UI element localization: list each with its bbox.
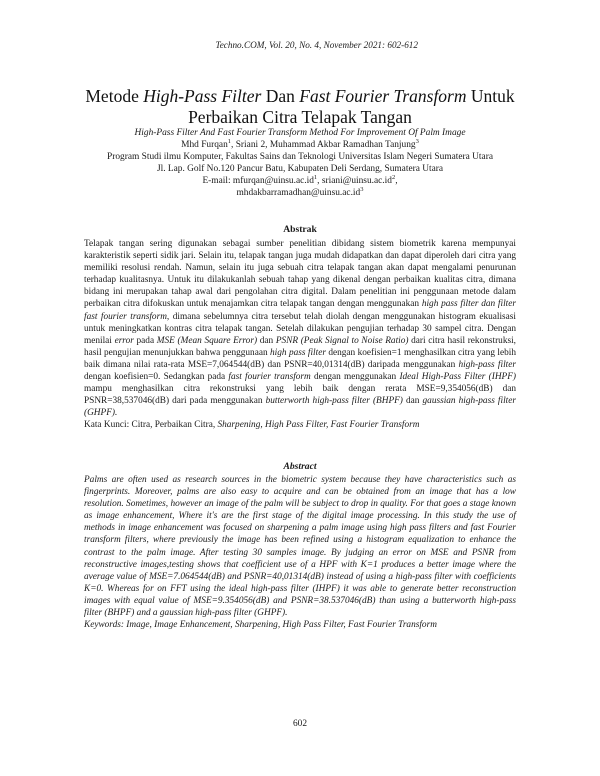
affiliation-line-1: Program Studi ilmu Komputer, Fakultas Sains dan Teknologi Universitas Islam Negeri Sumatera Utara [107,152,493,162]
english-subtitle: High-Pass Filter And Fast Fourier Transform Method For Improvement Of Palm Image [134,128,466,138]
kata-kunci: Kata Kunci: Citra, Perbaikan Citra, Sharpening, High Pass Filter, Fast Fourier Transform [84,420,420,431]
front-matter [60,127,540,199]
keywords: Keywords: Image, Image Enhancement, Sharpening, High Pass Filter, Fast Fourier Transform [84,620,437,631]
page-number: 602 [292,719,308,729]
email-line-1: E-mail: $mfurqan@uinsu.ac.id^1$, $sriani@uinsu.ac.id^2$, [202,173,398,186]
abstrak-body: Telapak tangan sering digunakan sebagai sumber penelitian dibidang sistem biometrik karena mempunyai karakteristik seperti sidik jari. Selain itu, telapak tangan juga mudah didapatkan dan dapat diperoleh dari citra yang memiliki resolusi rendah. Namun, selain itu juga sebuah citra telapak tangan akan dapat mengalami penurunan terhadap kualitasnya. Untuk itu dilakukanlah sebuah tahap yang dikenal dengan perbaikan kualitas citra, dimana bidang ini merupakan tahap awal dari pengolahan citra digital. Dalam penelitian ini penggunaan metode dalam perbaikan citra difokuskan untuk menajamkan citra telapak tangan dengan menggunakan high pass filter dan filter fast fourier transform, dimana sebelumnya citra tersebut telah diolah dengan menggunakan histogram ekualisasi untuk meningkatkan kontras citra telapak tangan. Setelah dilakukan pengujian terhadap 30 sampel citra. Dengan menilai error pada MSE (Mean Square Error) dan PSNR (Peak Signal to Noise Ratio) dari citra hasil rekonstruksi, hasil pengujian menunjukkan bahwa penggunaan high pass filter dengan koefisien=1 menghasilkan citra yang lebih baik dimana nilai rata-rata MSE=7,064544(dB) dan PSNR=40,01314(dB) daripada menggunakan high-pass filter dengan koefisien=0. Sedangkan pada fast fourier transform dengan menggunakan Ideal High-Pass Filter (IHPF) mampu menghasilkan citra rekonstruksi yang lebih baik dengan rerata MSE=9,354056(dB) dan PSNR=38,537046(dB) dari pada menggunakan butterworth high-pass filter (BHPF) dan gaussian high-pass filter (GHPF). [84,239,516,419]
abstract-heading: Abstract [283,461,317,472]
title-line-2: Perbaikan Citra Telapak Tangan [188,107,412,127]
author-list: Mhd Furqan$^1$, Sriani 2, Muhammad Akbar Ramadhan Tanjung$^3$ [181,137,419,150]
paper-title [60,86,540,128]
title-line-1: Metode High-Pass Filter Dan Fast Fourier Transform Untuk [85,86,515,106]
journal-header: Techno.COM, Vol. 20, No. 4, November 2021: 602-612 [215,40,418,50]
abstrak-heading: Abstrak [283,224,317,235]
abstrak-section [84,238,516,432]
email-line-2: $mhdakbarramadhan@uinsu.ac.id^3$ [236,185,364,198]
abstract-body: Palms are often used as research sources in the biometric system because they have characteristics such as fingerprints. Moreover, palms are also easy to acquire and can be obtained from an image that has a low resolution. Sometimes, however an image of the palm will be subject to drop in quality. For that goes a stage known as image enhancement, Where it's are the first stage of the digital image processing. In this study the use of methods in image enhancement was focused on sharpening a palm image using high pass filters and fast Fourier transform filters, where previously the image has been refined using a histogram equalization to enhance the contrast to the palm image. After testing 30 samples image. By judging an error on MSE and PSNR from reconstructive images,testing shows that coefficient use of a HPF with K=1 produces a better image where the average value of MSE=7.064544(dB) and PSNR=40,01314(dB) instead of using a high-pass filter with coefficients K=0. Whereas for on FFT using the ideal high-pass filter (IHPF) it was able to generate better reconstruction images with equal value of MSE=9.354056(dB) and PSNR=38.537046(dB) than using a butterworth high-pass filter (BHPF) and a gaussian high-pass filter (GHPF). [84,475,516,619]
abstract-section [84,474,516,631]
affiliation-line-2: Jl. Lap. Golf No.120 Pancur Batu, Kabupaten Deli Serdang, Sumatera Utara [156,164,444,174]
